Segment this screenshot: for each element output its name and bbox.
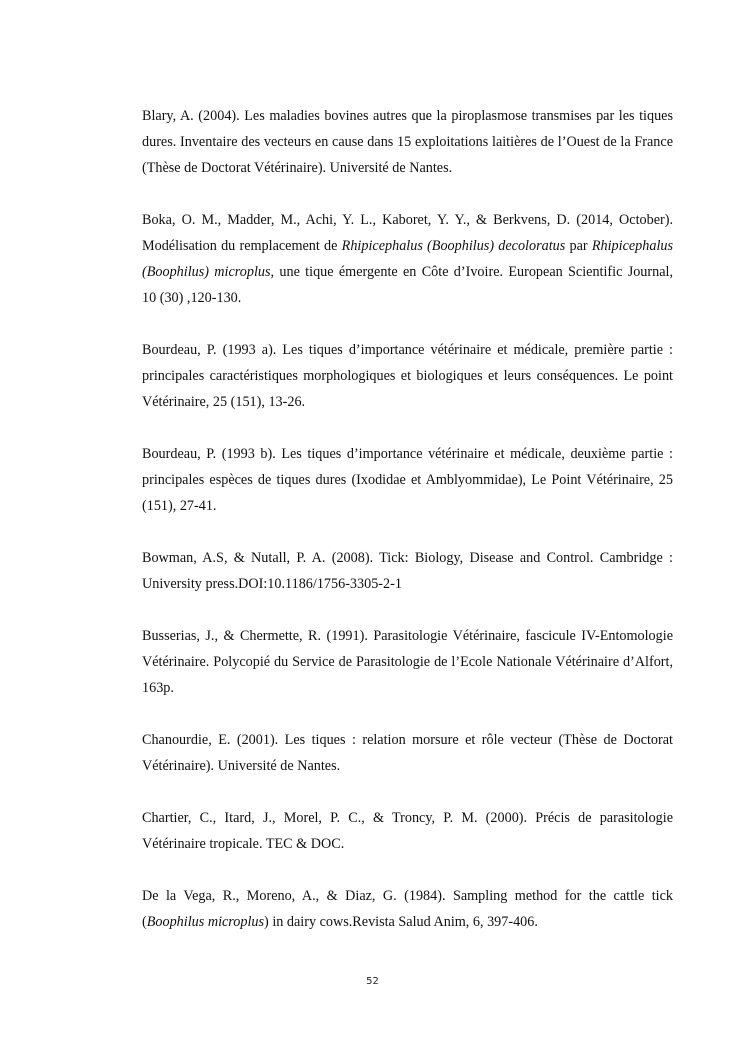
reference-text: par bbox=[565, 238, 592, 254]
reference-text: Busserias, J., & Chermette, R. (1991). Parasitologie Vétérinaire, fascicule IV-Entomologie Vétérinaire. Polycopié du Service de Parasitologie de l’Ecole Nationale Vétérinaire d’Alfort, 163p. bbox=[142, 628, 673, 696]
reference-entry bbox=[142, 623, 673, 701]
reference-text: Bourdeau, P. (1993 a). Les tiques d’importance vétérinaire et médicale, première partie : principales caractéristiques morphologiques et biologiques et leurs conséquences. Le point Vétérinaire, 25 (151), 13-26. bbox=[142, 342, 673, 410]
reference-text: ) in dairy cows.Revista Salud Anim, 6, 397-406. bbox=[264, 914, 538, 930]
page-number: 52 bbox=[366, 976, 379, 987]
reference-entry bbox=[142, 727, 673, 779]
reference-text: Chartier, C., Itard, J., Morel, P. C., & Troncy, P. M. (2000). Précis de parasitologie Vétérinaire tropicale. TEC & DOC. bbox=[142, 810, 673, 852]
reference-text: Blary, A. (2004). Les maladies bovines autres que la piroplasmose transmises par les tiques dures. Inventaire des vecteurs en cause dans 15 exploitations laitières de l’Ouest de la France (Thèse de Doctorat Vétérinaire). Université de Nantes. bbox=[142, 108, 673, 176]
reference-text: De la Vega, R., Moreno, A., & Diaz, G. (1984). Sampling method for the cattle tick ( bbox=[142, 888, 673, 930]
reference-italic-text: Boophilus microplus bbox=[146, 914, 265, 930]
reference-list bbox=[142, 103, 673, 961]
reference-text: , une tique émergente en Côte d’Ivoire. European Scientific Journal, 10 (30) ,120-130. bbox=[142, 264, 674, 306]
reference-entry bbox=[142, 337, 673, 415]
reference-italic-text: Rhipicephalus (Boophilus) microplus bbox=[142, 238, 673, 280]
reference-entry bbox=[142, 545, 673, 597]
reference-text: Bourdeau, P. (1993 b). Les tiques d’importance vétérinaire et médicale, deuxième partie : principales espèces de tiques dures (Ixodidae et Amblyommidae), Le Point Vétérinaire, 25 (151), 27-41. bbox=[142, 446, 673, 514]
reference-text: Chanourdie, E. (2001). Les tiques : relation morsure et rôle vecteur (Thèse de Doctorat Vétérinaire). Université de Nantes. bbox=[142, 732, 673, 774]
reference-italic-text: Rhipicephalus (Boophilus) decoloratus bbox=[341, 238, 566, 254]
reference-text: Bowman, A.S, & Nutall, P. A. (2008). Tick: Biology, Disease and Control. Cambridge : University press.DOI:10.1186/1756-3305-2-1 bbox=[142, 550, 673, 592]
reference-entry bbox=[142, 103, 673, 181]
reference-entry bbox=[142, 883, 673, 935]
reference-entry bbox=[142, 805, 673, 857]
reference-entry bbox=[142, 441, 673, 519]
reference-entry bbox=[142, 207, 673, 311]
reference-text: Boka, O. M., Madder, M., Achi, Y. L., Kaboret, Y. Y., & Berkvens, D. (2014, October). Modélisation du remplacement de bbox=[142, 212, 673, 254]
